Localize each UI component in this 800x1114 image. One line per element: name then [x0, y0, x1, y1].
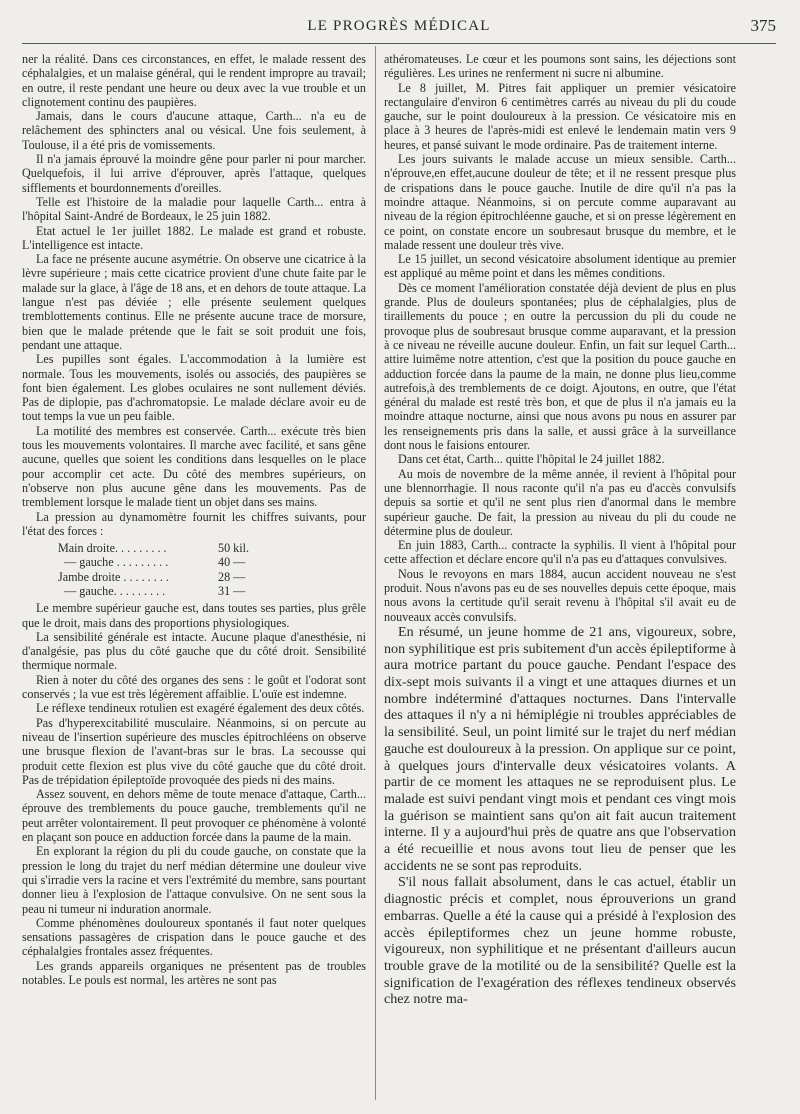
dynamometer-row: [58, 555, 318, 569]
paragraph: Rien à noter du côté des organes des sens : le goût et l'odorat sont conservés ; la vue est très légèrement affaiblie. L'ouïe est indemne.: [22, 672, 366, 702]
header-rule: [22, 43, 776, 44]
paragraph: Dans cet état, Carth... quitte l'hôpital le 24 juillet 1882.: [398, 452, 665, 467]
right-column: [384, 52, 736, 1104]
paragraph: La face ne présente aucune asymétrie. On observe une cicatrice à la lèvre supérieure ; mais cette cicatrice provient d'une chute faite par le malade sur la glace, à l'âge de 18 ans, et en dehors de toute attaque. La langue n'est pas déviée ; elle présente seulement quelques tremblottements continus. Elle ne présente aucune trace de morsure, bien que le malade prétende que le fait se soit produit une fois, pendant une attaque.: [22, 252, 366, 352]
paragraph: Comme phénomènes douloureux spontanés il faut noter quelques sensations passagères de crispation dans le pouce gauche et des céphalalgies frontales assez fréquentes.: [22, 915, 366, 959]
paragraph: Dès ce moment l'amélioration constatée déjà devient de plus en plus grande. Plus de douleurs spontanées; plus de céphalalgies, plus de tiraillements du pouce ; en outre la percussion du pli du coude ne provoque plus de soubresaut brusque comme auparavant, et la pression à ce niveau ne réveille aucune douleur. Enfin, un fait sur lequel Carth... attire luimême notre attention, c'est que la position du pouce gauche en adduction forcée dans la paume de la main, ne donne plus lieu,comme autrefois,à des tremblements de ce doigt. Ajoutons, en outre, que l'état général du malade est resté très bon, et que de plus il n'a jamais eu la moindre attaque nocturne, ainsi que nous avons pu nous en assurer par les renseignements pris dans la salle, et aussi grâce à la surveillance dont nous le faisions entourer.: [384, 280, 736, 453]
left-column: [22, 52, 366, 1104]
column-divider: [375, 46, 376, 1100]
paragraph: Le 15 juillet, un second vésicatoire absolument identique au premier est appliqué au même point et dans les mêmes conditions.: [384, 252, 736, 281]
paragraph: Assez souvent, en dehors même de toute menace d'attaque, Carth... éprouve des tremblements du pouce gauche, tremblements qu'il ne peut arrêter volontairement. Il peut provoquer ce phénomène à volonté en plaçant son pouce en adduction forcée dans la paume de la main.: [22, 787, 366, 845]
paragraph: En juin 1883, Carth... contracte la syphilis. Il vient à l'hôpital pour cette affection et déclare encore qu'il n'a pas eu d'attaques convulsives.: [384, 538, 736, 567]
running-title: LE PROGRÈS MÉDICAL: [307, 18, 491, 34]
paragraph: Etat actuel le 1er juillet 1882. Le malade est grand et robuste. L'intelligence est intacte.: [22, 223, 366, 252]
paragraph: Au mois de novembre de la même année, il revient à l'hôpital pour une blennorrhagie. Il nous raconte qu'il n'a pas eu d'accès convulsifs depuis sa sortie et qu'il ne sent plus rien d'anormal dans le membre supérieur gauche. De fait, la pression au niveau du pli du coude ne détermine plus de douleur.: [384, 466, 736, 538]
page-header: [22, 16, 776, 40]
dynamometer-label: — gauche . . . . . . . . .: [58, 555, 169, 570]
dynamometer-label: Main droite. . . . . . . . .: [58, 541, 167, 556]
dynamometer-label: Jambe droite . . . . . . . .: [58, 569, 169, 584]
paragraph: Telle est l'histoire de la maladie pour laquelle Carth... entra à l'hôpital Saint-André de Bordeaux, le 25 juin 1882.: [22, 194, 366, 224]
paragraph: Nous le revoyons en mars 1884, aucun accident nouveau ne s'est produit. Nous n'avons pas eu de ses nouvelles depuis cette époque, mais nous avons la certitude qu'il serait revenu à l'hôpital s'il avait eu de nouveaux accès convulsifs.: [384, 566, 736, 624]
paragraph: En explorant la région du pli du coude gauche, on constate que la pression le long du trajet du nerf médian détermine une douleur vive qui s'irradie vers la racine et vers l'extrémité du membre, sans pourtant donner lieu à l'explosion de l'attaque convulsive. On ne sent sous la peau ni tumeur ni induration anormale.: [22, 844, 366, 916]
page-number: 375: [750, 16, 776, 35]
dynamometer-row: [58, 541, 318, 555]
paragraph: Jamais, dans le cours d'aucune attaque, Carth... n'a eu de relâchement des sphincters anal ou vésical. Une fois seulement, à Toulouse, il a été pris de vomissements.: [22, 109, 366, 152]
dynamometer-row: [58, 570, 318, 584]
paragraph: Le réflexe tendineux rotulien est exagéré également des deux côtés.: [36, 701, 365, 716]
paragraph: Pas d'hyperexcitabilité musculaire. Néanmoins, si on percute au niveau de l'insertion supérieure des muscles épitrochléens on observe une brusque flexion de l'avant-bras sur le bras. La secousse qui produit cette flexion est plus vive du côté gauche que du côté droit. Pas de trépidation épileptoïde provoquée des pieds ni des mains.: [22, 715, 366, 787]
dynamometer-label: — gauche. . . . . . . . .: [58, 583, 166, 598]
paragraph: La pression au dynamomètre fournit les chiffres suivants, pour l'état des forces :: [22, 509, 366, 538]
paragraph: Les jours suivants le malade accuse un mieux sensible. Carth... n'éprouve,en effet,aucune douleur de tête; et il ne ressent presque plus de crispations dans le pouce gauche. Inutile de dire qu'il n'a pas la moindre attaque. Néanmoins, si on percute comme auparavant au niveau de la région épitrochléenne gauche, et si on presse légèrement en ce point, on constate encore un soubresaut brusque du membre, et le malade ressent une douleur très vive.: [384, 152, 736, 252]
paragraph: Les pupilles sont égales. L'accommodation à la lumière est normale. Tous les mouvements, isolés ou associés, des paupières se font bien également. Les globes oculaires ne sont nullement déviés. Pas de diplopie, pas d'achromatopsie. Le malade déclare avoir eu de tout temps la vue un peu faible.: [22, 352, 366, 424]
dynamometer-value: 31 —: [218, 583, 246, 598]
dynamometer-value: 40 —: [218, 555, 246, 570]
paragraph: Le 8 juillet, M. Pitres fait appliquer un premier vésicatoire rectangulaire d'environ 6 centimètres carrés au niveau du pli du coude gauche, sur le point douloureux à la pression. Ce vésicatoire mis en place à 3 heures de l'après-midi est enlevé le lendemain matin vers 9 heures, et pansé suivant le mode ordinaire. Pas de traitement interne.: [384, 80, 736, 152]
summary-paragraph: En résumé, un jeune homme de 21 ans, vigoureux, sobre, non syphilitique est pris subitement d'un accès épileptiforme à aura motrice partant du pouce gauche. Pendant l'espace des dix-sept mois suivants il a vingt et une attaques diurnes et un nombre indéterminé d'attaques nocturnes. Dans l'intervalle des attaques il n'y a ni hémiplégie ni troubles appréciables de la sensibilité. Seul, un point limité sur le trajet du nerf médian gauche est douloureux à la pression. On applique sur ce point, à quelques jours d'intervalle deux vésicatoires volants. A partir de ce moment les attaques ne se reproduisent plus. Le malade est suivi pendant vingt mois et pendant ces vingt mois la guérison se maintient sans qu'on ait fait aucun traitement interne. Il y a aujourd'hui près de quatre ans que l'observation a été recueillie et nous avons tout lieu de penser que les accidents ne se sont pas reproduits.: [384, 623, 736, 874]
summary-paragraph: S'il nous fallait absolument, dans le cas actuel, établir un diagnostic précis et complet, nous éprouverions un grand embarras. Quelle a été la cause qui a présidé à l'explosion des accès épileptiformes chez un jeune homme robuste, vigoureux, non syphilitique et ne présentant d'ailleurs aucun trouble grave de la motilité ou de la sensibilité? Quelle est la signification de l'exagération des réflexes tendineux observés chez notre ma-: [384, 874, 736, 1008]
dynamometer-row: [58, 584, 318, 598]
paragraph: Les grands appareils organiques ne présentent pas de troubles notables. Le pouls est normal, les artères ne sont pas: [22, 958, 366, 987]
dynamometer-value: 50 kil.: [218, 541, 250, 556]
dynamometer-value: 28 —: [218, 569, 246, 584]
paragraph: Le membre supérieur gauche est, dans toutes ses parties, plus grêle que le droit, mais dans des proportions physiologiques.: [22, 601, 366, 630]
paragraph: Il n'a jamais éprouvé la moindre gêne pour parler ni pour marcher. Quelquefois, il lui arrive d'éprouver, après l'attaque, quelques sifflements et bourdonnements d'oreilles.: [22, 152, 366, 195]
dynamometer-table: [58, 541, 318, 598]
paragraph: athéromateuses. Le cœur et les poumons sont sains, les déjections sont régulières. Les urines ne renferment ni sucre ni albumine.: [384, 52, 736, 81]
paragraph: La motilité des membres est conservée. Carth... exécute très bien tous les mouvements volontaires. Il marche avec facilité, et sans gêne aucune, quelles que soient les conditions dans lesquelles on le place pour accomplir cet acte. Du côté des membres supérieurs, on n'observe non plus aucune gêne dans les mouvements. Pas de tremblement lorsque le malade tient un objet dans ses mains.: [22, 423, 366, 510]
paragraph: La sensibilité générale est intacte. Aucune plaque d'anesthésie, ni d'analgésie, pas plus du côté gauche que du côté droit. Sensibilité thermique normale.: [22, 629, 366, 673]
paragraph: ner la réalité. Dans ces circonstances, en effet, le malade ressent des céphalalgies, et un malaise général, qui le rendent impropre au travail; en outre, il reste pendant une heure ou deux avec la vue trouble et un clignotement continu des paupières.: [22, 52, 366, 109]
